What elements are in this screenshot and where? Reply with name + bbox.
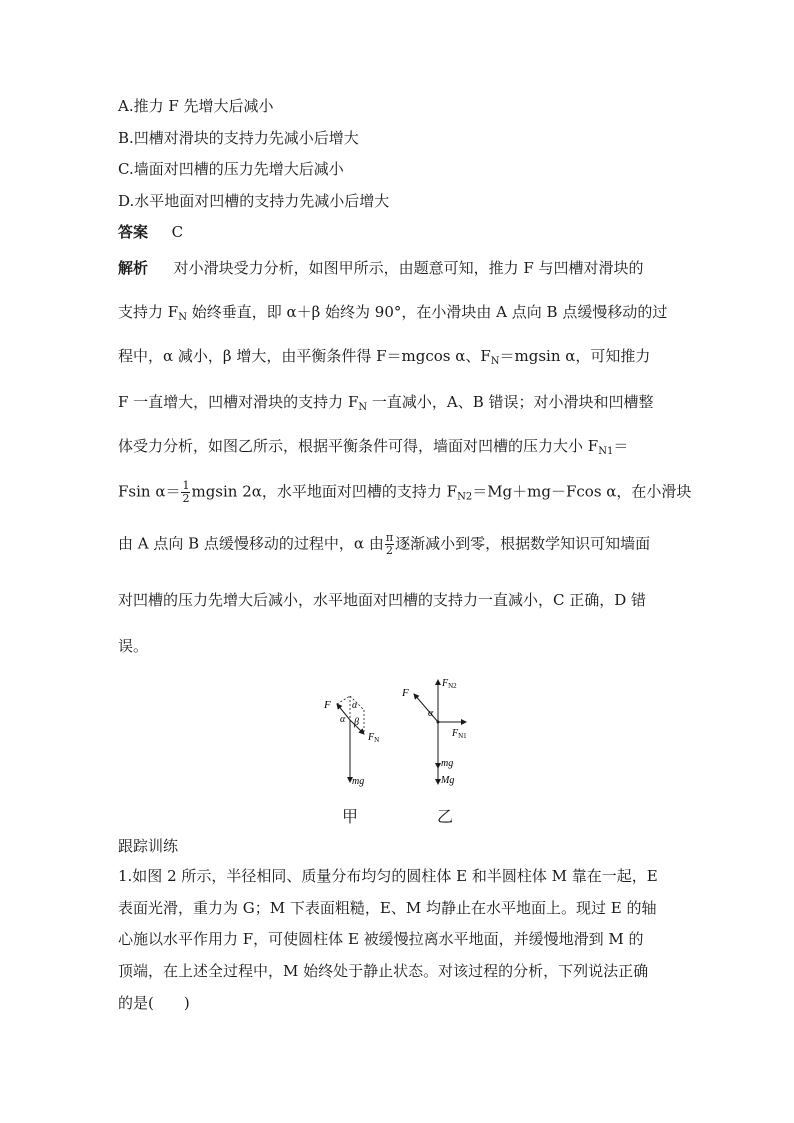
analysis-line-3: 程中，α 减小，β 增大，由平衡条件得 F＝mgcos α、$F_N=mgsin$ α，可知推力 — [118, 347, 651, 367]
yi-label-FN2: $F_{N2}$ — [442, 678, 457, 690]
option-b: B.凹槽对滑块的支持力先减小后增大 — [118, 129, 359, 147]
analysis-line-4: F 一直增大，凹槽对滑块的支持力 $F_N$ 一直减小，A、B 错误；对小滑块和凹槽整 — [118, 393, 654, 413]
caption-yi: 乙 — [437, 807, 454, 826]
yi-label-mg: mg — [441, 758, 454, 769]
jia-label-FN: $F_N$ — [368, 732, 380, 744]
analysis-line-8: 对凹槽的压力先增大后减小，水平地面对凹槽的支持力一直减小，C 正确，D 错 — [118, 591, 647, 609]
yi-label-FN1: $F_{N1}$ — [452, 728, 467, 740]
analysis-line-9: 误。 — [118, 637, 149, 655]
analysis-line-1: 解析 对小滑块受力分析，如图甲所示，由题意可知，推力 F 与凹槽对滑块的 — [118, 259, 644, 277]
analysis-label: 解析 — [118, 259, 149, 277]
answer-value: C — [171, 223, 184, 241]
analysis-line-6: Fsin α＝ $\frac{1}{2}$ mgsin 2α，水平地面对凹槽的支持力 $F_{N2}=Mg+mg-Fcos$ α，在小滑块 — [118, 479, 692, 505]
diagram-jia — [323, 696, 379, 787]
tracking-title: 跟踪训练 — [118, 837, 179, 855]
option-d: D.水平地面对凹槽的支持力先减小后增大 — [118, 192, 390, 210]
question-1-line-4: 顶端，在上述全过程中，M 始终处于静止状态。对该过程的分析，下列说法正确 — [118, 962, 649, 980]
force-diagram — [300, 676, 500, 826]
yi-label-F: F — [402, 687, 409, 699]
diagram-yi — [401, 678, 467, 786]
option-a: A.推力 F 先增大后减小 — [118, 97, 274, 115]
yi-label-alpha: α — [428, 708, 434, 719]
option-c: C.墙面对凹槽的压力先增大后减小 — [118, 160, 344, 178]
analysis-line-5: 体受力分析，如图乙所示，根据平衡条件可得，墙面对凹槽的压力大小 $F_{N1}=$ — [118, 437, 629, 457]
question-1-line-1: 1.如图 2 所示，半径相同、质量分布均匀的圆柱体 E 和半圆柱体 M 靠在一起，E — [118, 867, 658, 885]
fraction-pi-half: $\frac{\pi}{2}$ — [385, 531, 394, 557]
analysis-line-2: 支持力 $F_N$ 始终垂直，即 α＋β 始终为 90°，在小滑块由 A 点向 B 点缓慢移动的过 — [118, 303, 668, 323]
jia-label-mg: mg — [352, 776, 365, 787]
question-1-line-5: 的是( ) — [118, 994, 190, 1012]
jia-label-F: F — [324, 699, 331, 711]
yi-label-Mg: Mg — [441, 775, 455, 786]
jia-label-beta: β — [354, 717, 359, 728]
answer-line — [118, 222, 183, 242]
jia-label-alpha: α — [340, 714, 346, 725]
jia-label-alpha2: α — [352, 700, 358, 711]
fraction-one-half: $\frac{1}{2}$ — [182, 479, 190, 505]
question-1-line-2: 表面光滑，重力为 G；M 下表面粗糙，E、M 均静止在水平地面上。现过 E 的轴 — [118, 899, 657, 917]
question-1-line-3: 心施以水平作用力 F，可使圆柱体 E 被缓慢拉离水平地面，并缓慢地滑到 M 的 — [118, 930, 644, 948]
answer-label: 答案 — [118, 223, 149, 241]
caption-jia: 甲 — [342, 807, 359, 826]
analysis-line-7: 由 A 点向 B 点缓慢移动的过程中，α 由 $\frac{\pi}{2}$ 逐渐减小到零，根据数学知识可知墙面 — [118, 531, 651, 557]
